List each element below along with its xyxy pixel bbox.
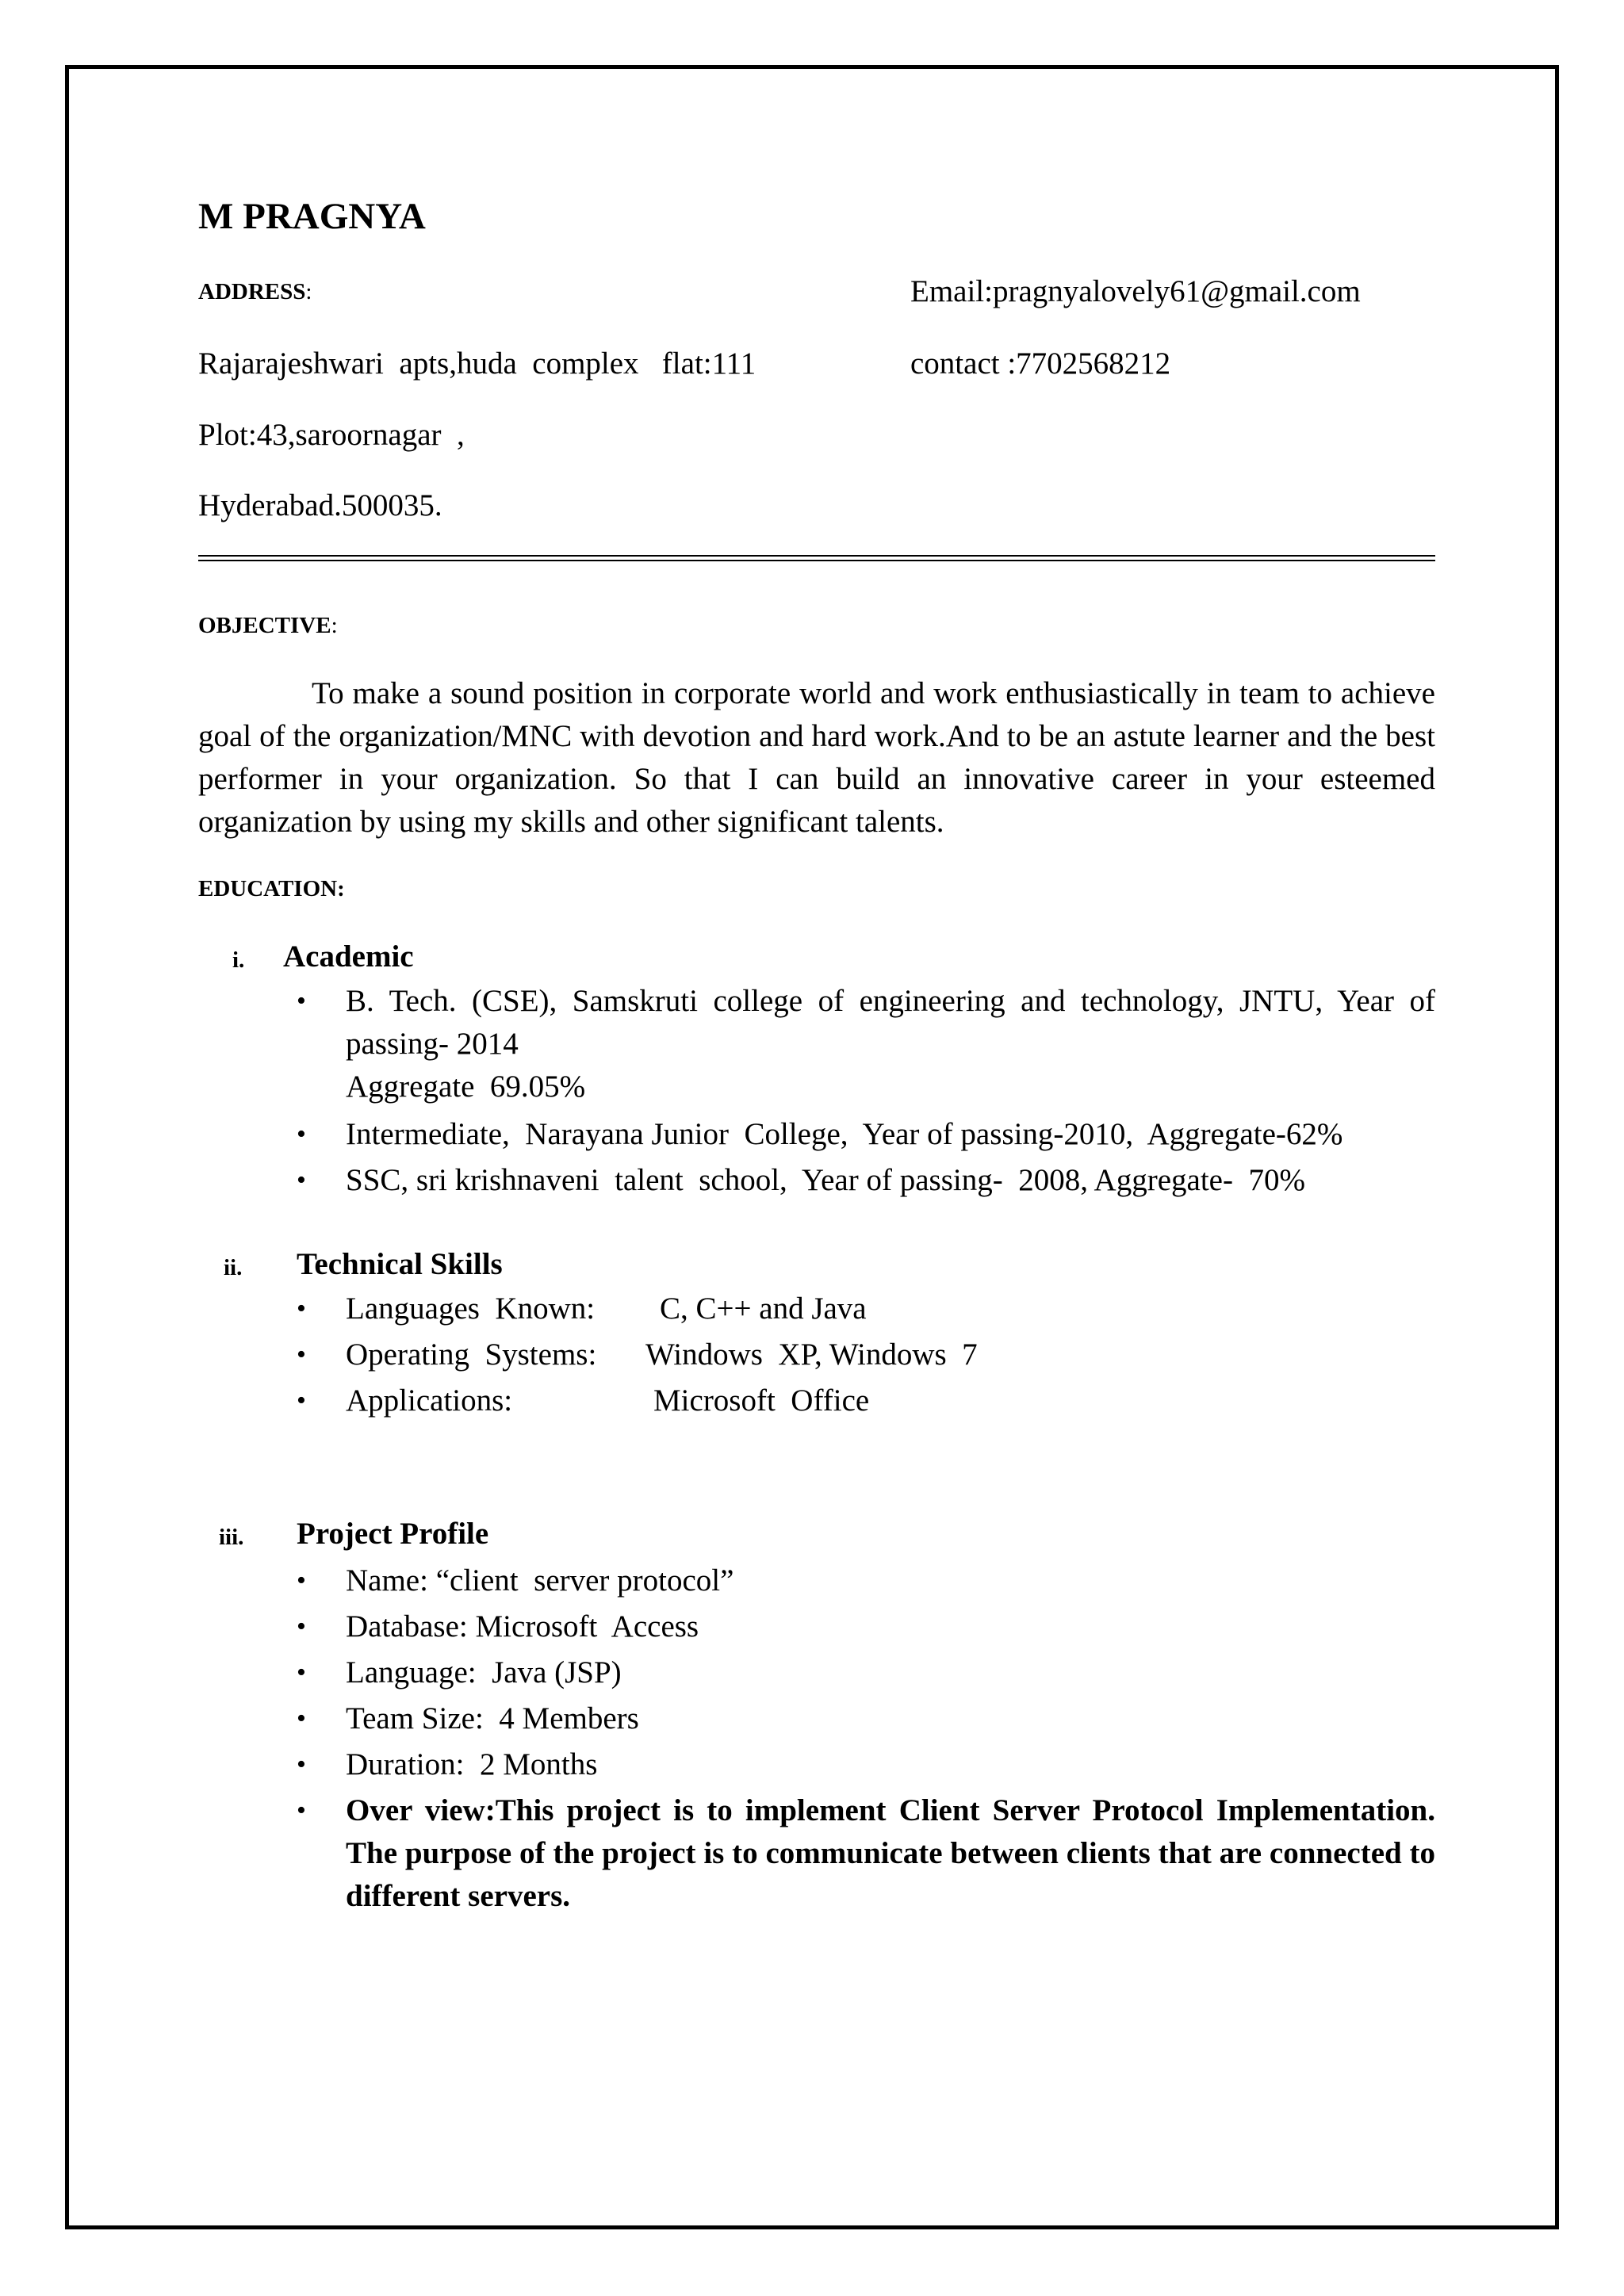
objective-text: To make a sound position in corporate world and work enthusiastically in team to achieve goal of the organization/MNC with devotion and hard work.And to be an astute learner and the best performer in your organization. So that I can build an innovative career in your esteemed organization by using my skills and other significant talents. (198, 676, 1435, 839)
list-item: • Name: “client server protocol” (297, 1559, 1435, 1602)
list-item: • Team Size: 4 Members (297, 1697, 1435, 1740)
list-item: • SSC, sri krishnaveni talent school, Year of passing- 2008, Aggregate- 70% (297, 1159, 1435, 1202)
education-heading: EDUCATION: (198, 876, 345, 901)
bullet-icon: • (297, 1704, 306, 1733)
academic-list (297, 980, 1435, 1202)
section-numeral-project: iii. (219, 1525, 244, 1550)
bullet-icon: • (297, 1386, 306, 1415)
address-line-3: Hyderabad.500035. (198, 488, 442, 522)
address-line-1: Rajarajeshwari apts,huda complex flat:111 (198, 346, 756, 381)
bullet-icon: • (297, 986, 306, 1016)
project-list (297, 1559, 1435, 1918)
section-title-academic: Academic (283, 939, 414, 974)
bullet-icon: • (297, 1796, 306, 1825)
list-item: • Over view:This project is to implement Client Server Protocol Implementation. The purpose of the project is to communicate between clients that are connected to different servers. (297, 1789, 1435, 1918)
list-item: • Languages Known: C, C++ and Java (297, 1288, 1435, 1330)
bullet-icon: • (297, 1294, 306, 1323)
objective-heading: OBJECTIVE: (198, 613, 338, 638)
section-title-skills: Technical Skills (297, 1247, 503, 1281)
bullet-icon: • (297, 1566, 306, 1595)
list-item: • Language: Java (JSP) (297, 1651, 1435, 1694)
list-item: • Intermediate, Narayana Junior College, Year of passing-2010, Aggregate-62% (297, 1113, 1435, 1156)
candidate-name: M PRAGNYA (198, 196, 426, 237)
bullet-icon: • (297, 1340, 306, 1369)
list-item: • Duration: 2 Months (297, 1743, 1435, 1786)
skills-list (297, 1288, 1435, 1422)
list-item: • Applications: Microsoft Office (297, 1380, 1435, 1422)
section-numeral-skills: ii. (224, 1255, 243, 1280)
bullet-icon: • (297, 1612, 306, 1641)
address-heading: ADDRESS: (198, 279, 312, 304)
list-item: • Database: Microsoft Access (297, 1605, 1435, 1648)
section-divider (198, 555, 1435, 561)
bullet-icon: • (297, 1119, 306, 1149)
contact-number: contact :7702568212 (910, 346, 1171, 381)
bullet-icon: • (297, 1165, 306, 1195)
bullet-icon: • (297, 1658, 306, 1687)
section-numeral-academic: i. (232, 947, 245, 973)
email: Email:pragnyalovely61@gmail.com (910, 274, 1361, 308)
address-line-2: Plot:43,saroornagar , (198, 418, 465, 452)
section-title-project: Project Profile (297, 1517, 489, 1551)
list-item: • Operating Systems: Windows XP, Windows 7 (297, 1334, 1435, 1376)
list-item: • B. Tech. (CSE), Samskruti college of engineering and technology, JNTU, Year of passing- 2014 Aggregate 69.05% (297, 980, 1435, 1108)
bullet-icon: • (297, 1750, 306, 1779)
